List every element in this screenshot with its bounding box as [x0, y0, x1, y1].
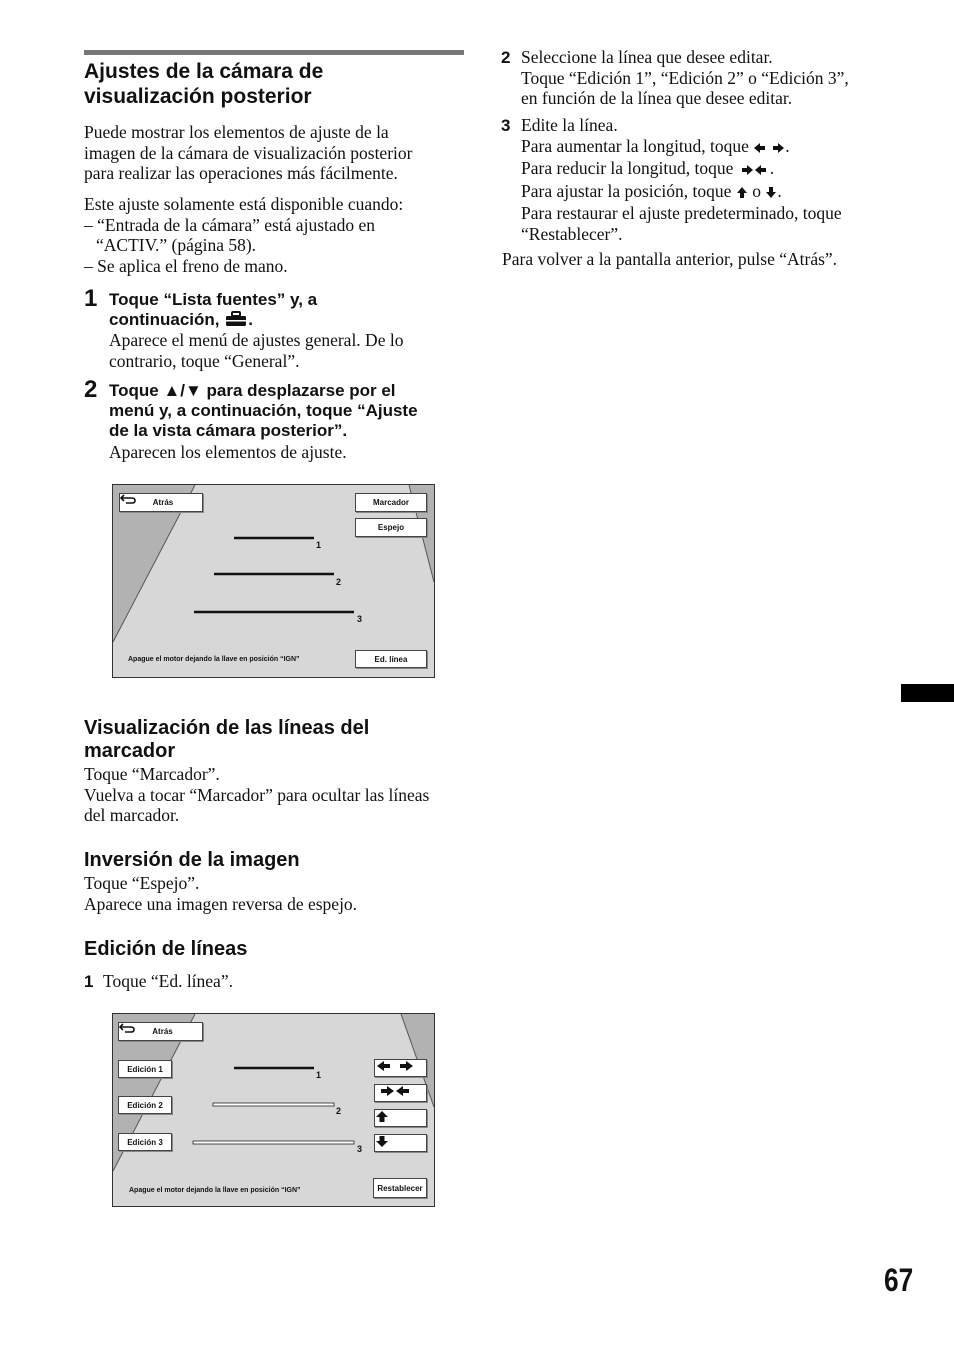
edit-step-1-text: Toque “Ed. línea”. — [103, 971, 233, 991]
step-1-title: Toque “Lista fuentes” y, a continuación, . — [109, 290, 317, 332]
back-button[interactable]: Atrás — [119, 493, 203, 512]
arrow-up-icon — [375, 1110, 389, 1123]
reset-button[interactable]: Restablecer — [373, 1178, 427, 1198]
step-1-body: Aparece el menú de ajustes general. De lo contrario, toque “General”. — [109, 330, 404, 371]
back-button[interactable]: Atrás — [118, 1022, 203, 1041]
arrow-down-icon — [765, 183, 777, 204]
right-step-2-number: 2 — [501, 48, 511, 67]
move-up-button[interactable] — [374, 1109, 427, 1127]
shorten-button[interactable] — [374, 1084, 427, 1102]
edit-1-button[interactable]: Edición 1 — [118, 1060, 172, 1078]
intro-paragraph: Puede mostrar los elementos de ajuste de la imagen de la cámara de visualización posterior para realizar las operaciones más fácilmente. — [84, 122, 413, 183]
move-down-button[interactable] — [374, 1134, 427, 1152]
right-step-3-text: Edite la línea. Para aumentar la longitud, toque . Para reducir la longitud, toque . Para ajustar la posición, toque o . Para restaurar el ajuste predeterminado, toque “Restablecer”. — [521, 115, 842, 244]
section-heading: Ajustes de la cámara de visualización posterior — [84, 60, 324, 108]
arrow-down-icon — [375, 1135, 389, 1148]
arrow-up-icon — [736, 183, 748, 204]
marker-section-heading: Visualización de las líneas del marcador — [84, 717, 370, 762]
edit-line-2 — [213, 1103, 334, 1106]
edit-line-3 — [193, 1141, 354, 1144]
marker-button[interactable]: Marcador — [355, 493, 427, 512]
line-label-2: 2 — [336, 577, 342, 587]
line-label-3: 3 — [357, 1144, 363, 1154]
step-1-number: 1 — [84, 285, 98, 312]
arrows-inward-icon — [375, 1085, 415, 1097]
step-2-title: Toque ▲/▼ para desplazarse por el menú y, a continuación, toque “Ajuste de la vista cámara posterior”. — [109, 381, 418, 440]
page-number: 67 — [884, 1262, 914, 1298]
edit-step-1-number: 1 — [84, 972, 94, 991]
back-instruction: Para volver a la pantalla anterior, pulse “Atrás”. — [502, 249, 838, 269]
line-label-3: 3 — [357, 614, 363, 624]
right-step-2-text: Seleccione la línea que desee editar. Toque “Edición 1”, “Edición 2” o “Edición 3”, en función de la línea que desee editar. — [521, 47, 849, 108]
right-step-3-number: 3 — [501, 116, 511, 135]
lengthen-button[interactable] — [374, 1059, 427, 1077]
mirror-section-body: Toque “Espejo”. Aparece una imagen reversa de espejo. — [84, 873, 358, 914]
engine-message: Apague el motor dejando la llave en posición “IGN” — [129, 1187, 301, 1194]
chapter-tab-marker — [901, 684, 954, 702]
step-2-body: Aparecen los elementos de ajuste. — [109, 442, 347, 462]
mirror-section-heading: Inversión de la imagen — [84, 849, 300, 871]
edit-line-button[interactable]: Ed. línea — [355, 650, 427, 668]
arrows-outward-icon — [753, 138, 785, 159]
line-label-1: 1 — [316, 540, 322, 550]
marker-section-body: Toque “Marcador”. Vuelva a tocar “Marcador” para ocultar las líneas del marcador. — [84, 764, 430, 825]
line-label-1: 1 — [316, 1070, 322, 1080]
camera-settings-screen — [112, 484, 435, 678]
line-edit-screen — [112, 1013, 435, 1207]
engine-message: Apague el motor dejando la llave en posición “IGN” — [128, 656, 300, 663]
section-rule — [84, 50, 464, 55]
step-2-number: 2 — [84, 376, 98, 403]
arrows-inward-icon — [738, 160, 770, 181]
arrows-outward-icon — [375, 1060, 415, 1072]
mirror-button[interactable]: Espejo — [355, 518, 427, 537]
screen-background — [113, 485, 434, 677]
toolbox-icon — [224, 311, 248, 332]
edit-3-button[interactable]: Edición 3 — [118, 1133, 172, 1151]
edit-2-button[interactable]: Edición 2 — [118, 1096, 172, 1114]
line-label-2: 2 — [336, 1106, 342, 1116]
availability-paragraph: Este ajuste solamente está disponible cuando: – “Entrada de la cámara” está ajustado en “ACTIV.” (página 58). – Se aplica el freno de mano. — [84, 194, 404, 276]
edit-section-heading: Edición de líneas — [84, 938, 248, 960]
